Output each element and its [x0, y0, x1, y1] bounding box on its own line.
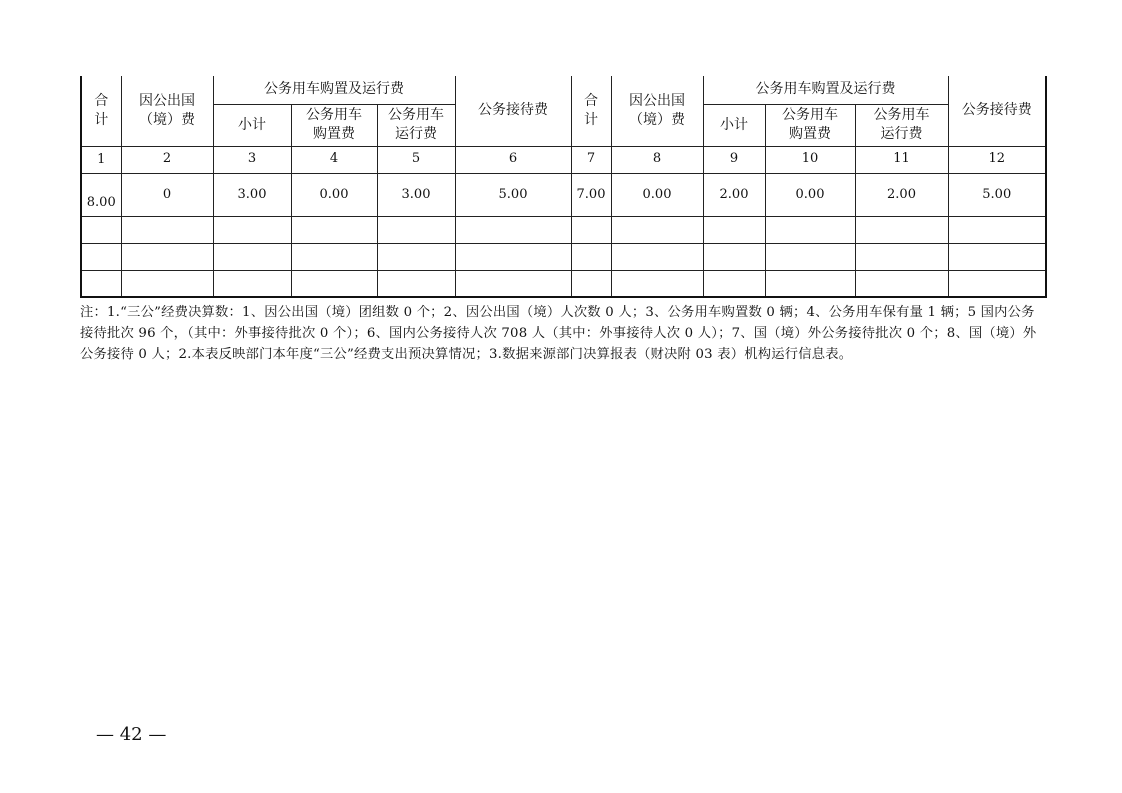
empty-cell: [855, 243, 948, 270]
col-number-cell: 4: [291, 146, 377, 173]
data-cell: 2.00: [703, 173, 765, 216]
col-number-cell: 6: [455, 146, 571, 173]
column-number-row: [81, 146, 1046, 173]
empty-cell: [213, 270, 291, 297]
header-total-left: 合 计: [81, 76, 121, 146]
data-cell: 0: [121, 173, 213, 216]
empty-cell: [948, 216, 1046, 243]
col-number-cell: 3: [213, 146, 291, 173]
col-number-cell: 2: [121, 146, 213, 173]
header-purchase-left: 公务用车 购置费: [291, 104, 377, 146]
header-vehicle-group-right: 公务用车购置及运行费: [703, 76, 948, 104]
empty-cell: [291, 270, 377, 297]
empty-cell: [81, 270, 121, 297]
data-cell: 0.00: [765, 173, 855, 216]
empty-cell: [571, 243, 611, 270]
empty-cell: [121, 216, 213, 243]
col-number-cell: 11: [855, 146, 948, 173]
empty-cell: [291, 216, 377, 243]
empty-row: [81, 270, 1046, 297]
header-abroad-left: 因公出国 （境）费: [121, 76, 213, 146]
empty-cell: [377, 270, 455, 297]
empty-cell: [213, 216, 291, 243]
col-number-cell: 7: [571, 146, 611, 173]
empty-cell: [948, 270, 1046, 297]
col-number-cell: 5: [377, 146, 455, 173]
empty-cell: [571, 270, 611, 297]
data-cell: 5.00: [455, 173, 571, 216]
col-number-cell: 1: [81, 146, 121, 173]
header-reception-left: 公务接待费: [455, 76, 571, 146]
header-vehicle-group-left: 公务用车购置及运行费: [213, 76, 455, 104]
data-cell: 7.00: [571, 173, 611, 216]
empty-row: [81, 243, 1046, 270]
empty-cell: [703, 243, 765, 270]
data-cell: 3.00: [377, 173, 455, 216]
three-public-expenses-table-area: [80, 76, 1047, 298]
data-row: [81, 173, 1046, 216]
empty-cell: [765, 243, 855, 270]
empty-cell: [121, 243, 213, 270]
empty-cell: [611, 216, 703, 243]
empty-cell: [121, 270, 213, 297]
empty-cell: [855, 216, 948, 243]
header-reception-right: 公务接待费: [948, 76, 1046, 146]
col-number-cell: 8: [611, 146, 703, 173]
header-operation-right: 公务用车 运行费: [855, 104, 948, 146]
empty-cell: [455, 216, 571, 243]
col-number-cell: 10: [765, 146, 855, 173]
three-public-expenses-table: [80, 76, 1047, 298]
empty-cell: [455, 270, 571, 297]
empty-cell: [765, 270, 855, 297]
data-cell: 5.00: [948, 173, 1046, 216]
data-cell: 2.00: [855, 173, 948, 216]
empty-cell: [377, 216, 455, 243]
data-cell: 0.00: [611, 173, 703, 216]
empty-cell: [855, 270, 948, 297]
data-cell: 3.00: [213, 173, 291, 216]
header-subtotal-right: 小计: [703, 104, 765, 146]
empty-cell: [81, 216, 121, 243]
page-number: — 42 —: [96, 724, 167, 745]
header-purchase-right: 公务用车 购置费: [765, 104, 855, 146]
empty-cell: [948, 243, 1046, 270]
header-total-right: 合 计: [571, 76, 611, 146]
col-number-cell: 9: [703, 146, 765, 173]
empty-cell: [703, 216, 765, 243]
empty-cell: [611, 270, 703, 297]
header-operation-left: 公务用车 运行费: [377, 104, 455, 146]
empty-cell: [455, 243, 571, 270]
empty-cell: [703, 270, 765, 297]
empty-cell: [765, 216, 855, 243]
header-abroad-right: 因公出国 （境）费: [611, 76, 703, 146]
empty-cell: [571, 216, 611, 243]
empty-cell: [81, 243, 121, 270]
header-row-1: [81, 76, 1046, 104]
table-footnote: 注：1.“三公”经费决算数：1、因公出国（境）团组数 0 个；2、因公出国（境）人次数 0 人；3、公务用车购置数 0 辆；4、公务用车保有量 1 辆；5 国内公务接待批次 96 个，（其中：外事接待批次 0 个）；6、国内公务接待人次 708 人（其中：外事接待人次 0 人）；7、国（境）外公务接待批次 0 个；8、国（境）外公务接待 0 人；2.本表反映部门本年度“三公”经费支出预决算情况；3.数据来源部门决算报表（财决附 03 表）机构运行信息表。: [80, 305, 1037, 362]
data-cell: 0.00: [291, 173, 377, 216]
empty-row: [81, 216, 1046, 243]
empty-cell: [377, 243, 455, 270]
empty-cell: [291, 243, 377, 270]
data-cell-total: 8.00: [81, 173, 121, 216]
empty-cell: [611, 243, 703, 270]
empty-cell: [213, 243, 291, 270]
col-number-cell: 12: [948, 146, 1046, 173]
header-subtotal-left: 小计: [213, 104, 291, 146]
